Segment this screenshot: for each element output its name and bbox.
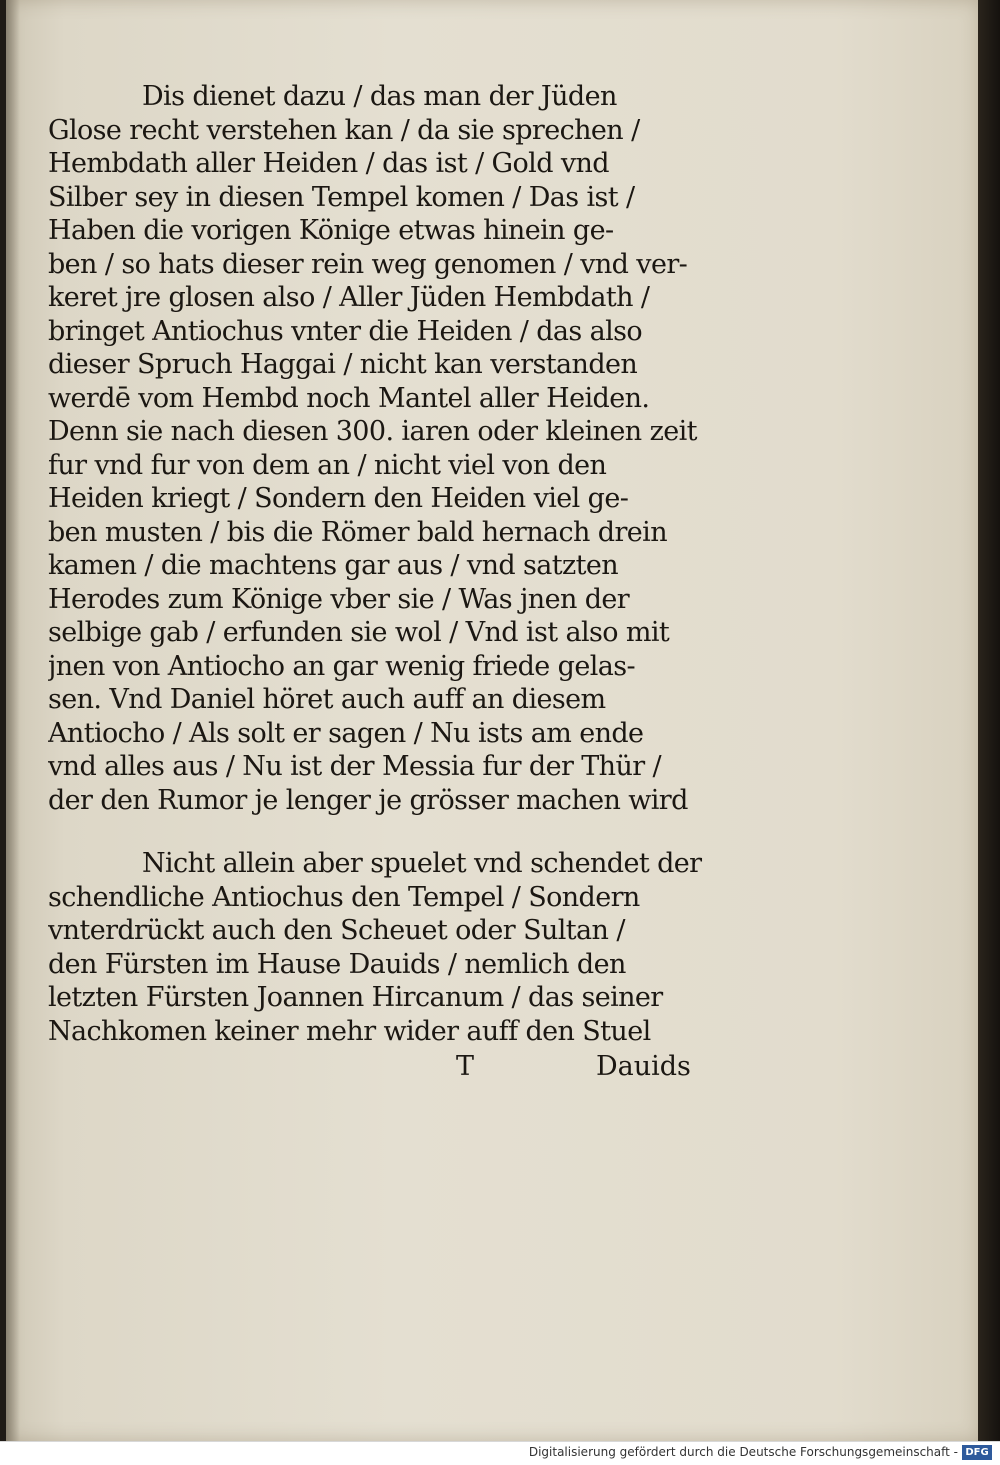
text-line: Antiocho / Als solt er sagen / Nu ists am ende	[48, 717, 644, 749]
funding-notice: Digitalisierung gefördert durch die Deutsche Forschungsgemeinschaft -	[528, 1445, 958, 1459]
text-line: keret jre glosen also / Aller Jüden Hembdath /	[48, 282, 650, 313]
text-line: selbige gab / erfunden sie wol / Vnd ist also mit	[48, 617, 670, 648]
text-line: vnd alles aus / Nu ist der Messia fur der Thür /	[48, 751, 662, 782]
text-line: fur vnd fur von dem an / nicht viel von den	[48, 449, 607, 481]
book-edge	[978, 0, 1000, 1441]
footer-bar	[0, 1441, 1000, 1465]
spine-shadow	[6, 0, 20, 1441]
text-line: vnterdrückt auch den Scheuet oder Sultan /	[48, 915, 625, 946]
text-line: Heiden kriegt / Sondern den Heiden viel ge-	[48, 483, 629, 514]
page-text	[48, 80, 728, 1084]
text-line: Herodes zum Könige vber sie / Was jnen der	[48, 583, 630, 615]
text-line: Nicht allein aber spuelet vnd schendet der	[142, 848, 702, 879]
paragraph-2	[48, 847, 728, 1048]
text-line: dieser Spruch Haggai / nicht kan verstanden	[48, 349, 638, 380]
text-line: Haben die vorigen Könige etwas hinein ge-	[48, 215, 614, 246]
text-line: Silber sey in diesen Tempel komen / Das ist /	[48, 181, 635, 213]
text-line: letzten Fürsten Joannen Hircanum / das seiner	[48, 982, 663, 1013]
text-line: Denn sie nach diesen 300. iaren oder kleinen zeit	[48, 416, 697, 447]
text-line: bringet Antiochus vnter die Heiden / das also	[48, 315, 643, 347]
text-line: ben musten / bis die Römer bald hernach drein	[48, 516, 667, 548]
text-line: ben / so hats dieser rein weg genomen / vnd ver-	[48, 248, 688, 280]
text-line: Dis dienet dazu / das man der Jüden	[142, 81, 617, 112]
paragraph-gap	[48, 817, 728, 847]
text-line: schendliche Antiochus den Tempel / Sondern	[48, 881, 640, 913]
catchword: Dauids	[596, 1051, 691, 1082]
dfg-logo: DFG	[962, 1445, 992, 1460]
text-line: Nachkomen keiner mehr wider auff den Stuel	[48, 1015, 651, 1047]
text-line: werdē vom Hembd noch Mantel aller Heiden.	[48, 382, 650, 414]
paragraph-1	[48, 80, 728, 817]
signature-mark: T	[456, 1051, 475, 1082]
text-line: sen. Vnd Daniel höret auch auff an diesem	[48, 684, 606, 715]
text-line: Glose recht verstehen kan / da sie sprechen /	[48, 114, 640, 146]
text-line: kamen / die machtens gar aus / vnd satzten	[48, 550, 619, 581]
text-line: der den Rumor je lenger je grösser machen wird	[48, 784, 688, 816]
text-line: den Fürsten im Hause Dauids / nemlich den	[48, 948, 626, 980]
text-line: Hembdath aller Heiden / das ist / Gold vnd	[48, 148, 609, 179]
text-line: jnen von Antiocho an gar wenig friede gelas-	[48, 650, 636, 682]
catchline	[48, 1050, 728, 1084]
